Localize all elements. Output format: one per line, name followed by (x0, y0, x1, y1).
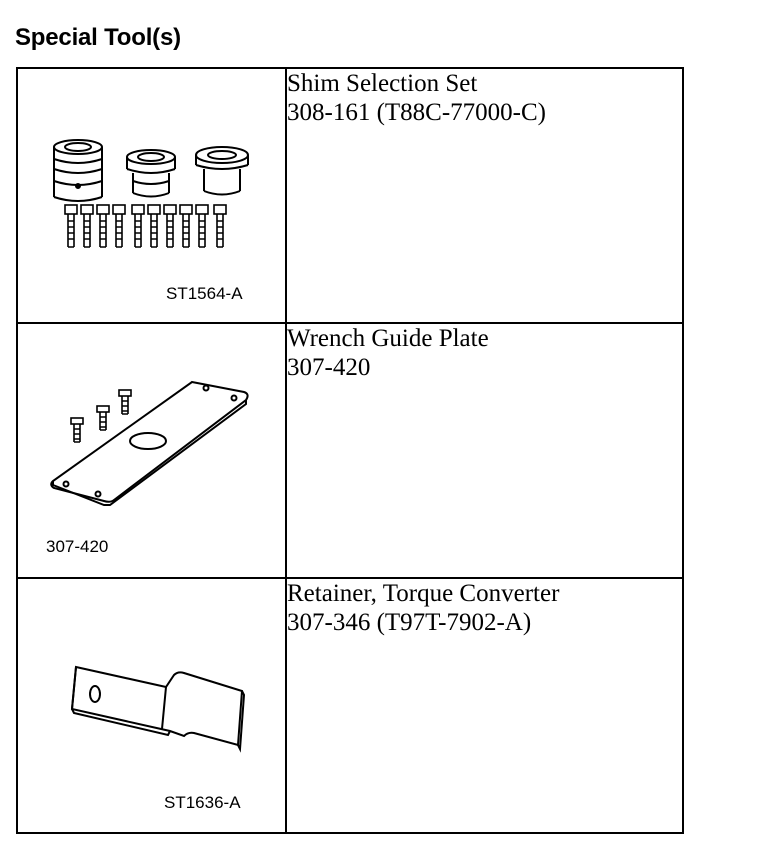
special-tools-table (16, 67, 684, 834)
tool-name: Retainer, Torque Converter (287, 580, 560, 607)
image-label: ST1564-A (166, 284, 243, 303)
tool-number: 308-161 (T88C-77000-C) (287, 99, 546, 126)
tool-name: Wrench Guide Plate (287, 325, 489, 352)
tool-description-cell (286, 68, 683, 323)
image-label: ST1636-A (164, 793, 241, 812)
tool-description-cell (286, 323, 683, 578)
page-title: Special Tool(s) (15, 24, 181, 51)
tool-name: Shim Selection Set (287, 70, 478, 97)
tool-number: 307-420 (287, 354, 371, 381)
tool-image-cell (17, 578, 286, 833)
table-row (17, 578, 683, 833)
table-row (17, 68, 683, 323)
shim-selection-set-illustration (18, 69, 285, 322)
image-label: 307-420 (46, 537, 109, 556)
table-row (17, 323, 683, 578)
tool-image-cell (17, 68, 286, 323)
tool-description-cell (286, 578, 683, 833)
torque-converter-retainer-illustration (18, 579, 285, 832)
tool-image-cell (17, 323, 286, 578)
tool-number: 307-346 (T97T-7902-A) (287, 609, 532, 636)
